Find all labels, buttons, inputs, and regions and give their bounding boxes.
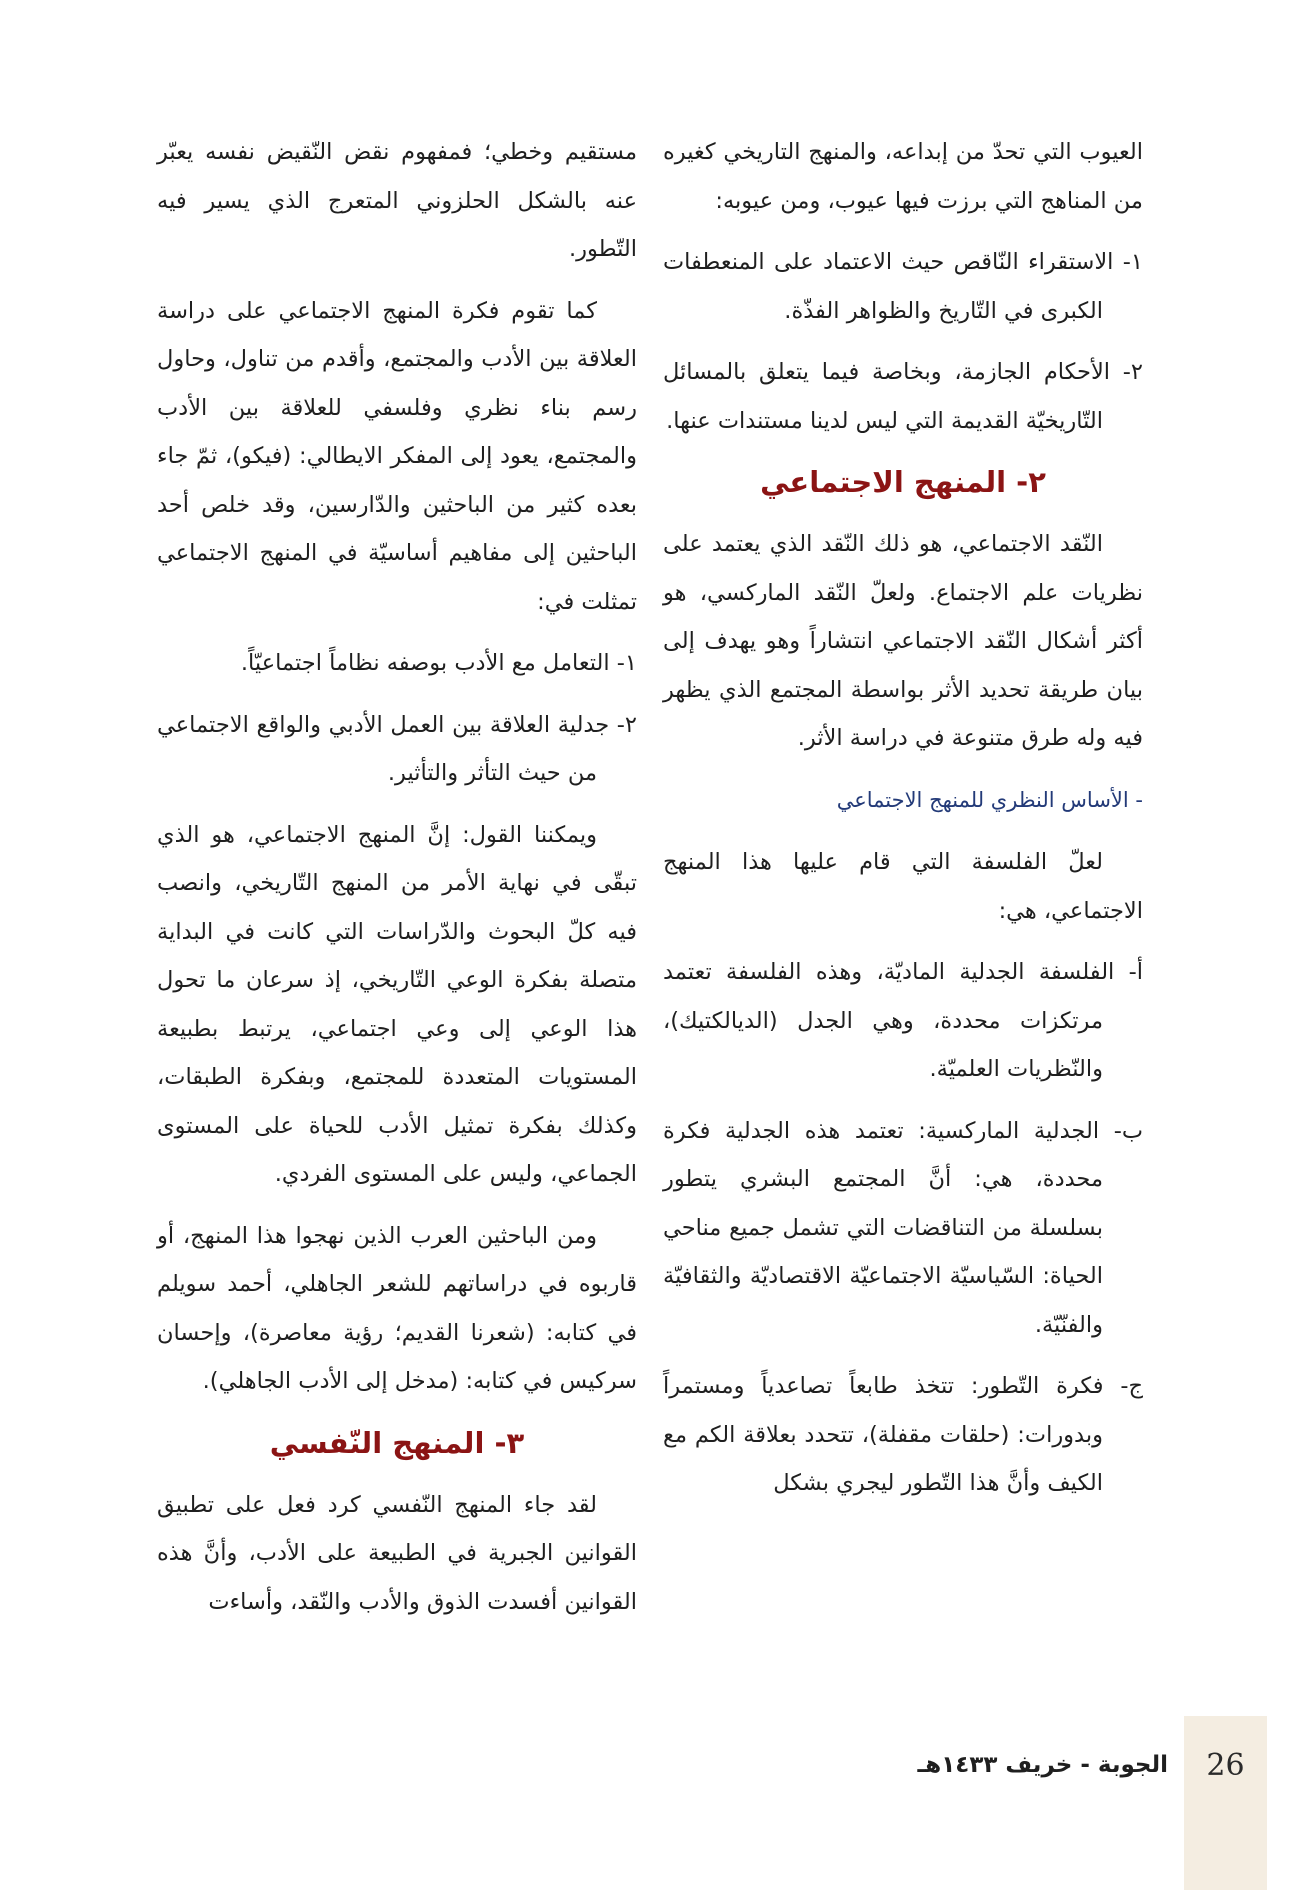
list-item: ٢- الأحكام الجازمة، وبخاصة فيما يتعلق بالمسائل التّاريخيّة القديمة التي ليس لدينا مستندات عنها. [663,359,1143,434]
section-heading-social-method: ٢- المنهج الاجتماعي [760,465,1046,499]
paragraph: كما تقوم فكرة المنهج الاجتماعي على دراسة العلاقة بين الأدب والمجتمع، وأقدم من تناول، وحاول رسم بناء نظري وفلسفي للعلاقة بين الأدب والمجتمع، يعود إلى المفكر الايطالي: (فيكو)، ثمّ جاء بعده كثير من الباحثين والدّارسين، وقد خلص أحد الباحثين إلى مفاهيم أساسيّة في المنهج الاجتماعي تمثلت في: [157,297,637,615]
left-column [157,128,637,1639]
paragraph: مستقيم وخطي؛ فمفهوم نقض النّقيض نفسه يعبّر عنه بالشكل الحلزوني المتعرج الذي يسير فيه التّطور. [157,139,637,262]
list-item: ب- الجدلية الماركسية: تعتمد هذه الجدلية فكرة محددة، هي: أنَّ المجتمع البشري يتطور بسلسلة من التناقضات التي تشمل جميع مناحي الحياة: السّياسيّة الاجتماعيّة الاقتصاديّة والثقافيّة والفنّيّة. [663,1117,1143,1338]
paragraph: ومن الباحثين العرب الذين نهجوا هذا المنهج، أو قاربوه في دراساتهم للشعر الجاهلي، أحمد سويلم في كتابه: (شعرنا القديم؛ رؤية معاصرة)، وإحسان سركيس في كتابه: (مدخل إلى الأدب الجاهلي). [157,1222,637,1394]
list-item: ١- التعامل مع الأدب بوصفه نظاماً اجتماعيّاً. [240,650,637,676]
list-item: ٢- جدلية العلاقة بين العمل الأدبي والواقع الاجتماعي من حيث التأثر والتأثير. [157,711,637,786]
page-number-tab [1184,1716,1267,1890]
paragraph: ويمكننا القول: إنَّ المنهج الاجتماعي، هو الذي تبقّى في نهاية الأمر من المنهج التّاريخي، وانصب فيه كلّ البحوث والدّراسات التي كانت في البداية متصلة بفكرة الوعي التّاريخي، إذ سرعان ما تحول هذا الوعي إلى وعي اجتماعي، يرتبط بطبيعة المستويات المتعددة للمجتمع، وبفكرة الطبقات، وكذلك بفكرة تمثيل الأدب للحياة على المستوى الجماعي، وليس على المستوى الفردي. [157,821,637,1187]
publication-footer: الجوبة - خريف ١٤٣٣هـ [917,1752,1168,1778]
page-number: 26 [1206,1748,1245,1783]
paragraph: لعلّ الفلسفة التي قام عليها هذا المنهج الاجتماعي، هي: [663,849,1143,924]
paragraph: النّقد الاجتماعي، هو ذلك النّقد الذي يعتمد على نظريات علم الاجتماع. ولعلّ النّقد الماركسي، هو أكثر أشكال النّقد الاجتماعي انتشاراً وهو يهدف إلى بيان طريقة تحديد الأثر بواسطة المجتمع الذي يظهر فيه وله طرق متنوعة في دراسة الأثر. [663,531,1143,751]
list-item: ج- فكرة التّطور: تتخذ طابعاً تصاعدياً ومستمراً وبدورات: (حلقات مقفلة)، تتحدد بعلاقة الكم مع الكيف وأنَّ هذا التّطور ليجري بشكل [663,1373,1143,1496]
right-column [663,128,1143,1521]
paragraph: العيوب التي تحدّ من إبداعه، والمنهج التاريخي كغيره من المناهج التي برزت فيها عيوب، ومن عيوبه: [663,139,1143,214]
paragraph: لقد جاء المنهج النّفسي كرد فعل على تطبيق القوانين الجبرية في الطبيعة على الأدب، وأنَّ هذه القوانين أفسدت الذوق والأدب والنّقد، وأساءت [157,1491,637,1615]
list-item: أ- الفلسفة الجدلية الماديّة، وهذه الفلسفة تعتمد مرتكزات محددة، وهي الجدل (الديالكتيك)، والنّظريات العلميّة. [663,959,1143,1082]
section-heading-psychological-method: ٣- المنهج النّفسي [269,1425,525,1460]
sub-heading: - الأساس النظري للمنهج الاجتماعي [836,787,1143,812]
list-item: ١- الاستقراء النّاقص حيث الاعتماد على المنعطفات الكبرى في التّاريخ والظواهر الفذّة. [663,249,1143,324]
